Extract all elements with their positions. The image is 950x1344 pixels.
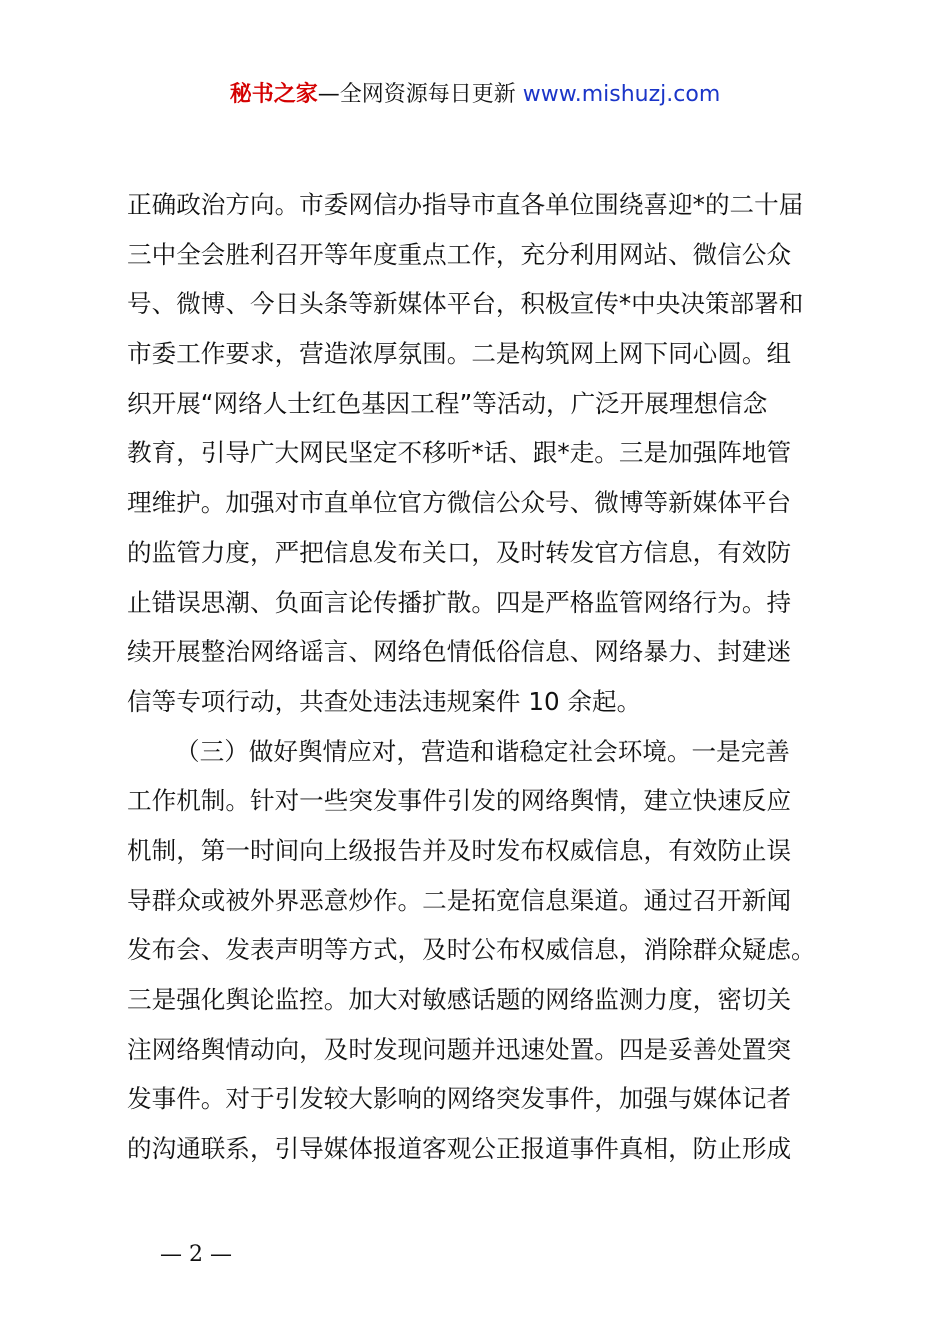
text-line: 续开展整治网络谣言、网络色情低俗信息、网络暴力、封建迷 [127,637,792,667]
text-line: 三是强化舆论监控。加大对敏感话题的网络监测力度，密切关 [127,985,792,1014]
text-line: 理维护。加强对市直单位官方微信公众号、微博等新媒体平台 [127,488,792,518]
section-heading-line: （三）做好舆情应对，营造和谐稳定社会环境。一是完善 [175,736,790,766]
text-line: 注网络舆情动向，及时发现问题并迅速处置。四是妥善处置突 [127,1034,792,1064]
text-line: 的监管力度，严把信息发布关口，及时转发官方信息，有效防 [127,537,792,567]
site-url-link[interactable]: www.mishuzj.com [522,82,721,107]
text-line: 教育，引导广大网民坚定不移听*话、跟*走。三是加强阵地管 [127,438,792,468]
text-line: 正确政治方向。市委网信办指导市直各单位围绕喜迎*的二十届 [127,190,804,219]
text-line: 三中全会胜利召开等年度重点工作，充分利用网站、微信公众 [127,239,792,269]
site-brand: 秘书之家 [229,82,318,107]
text-line: 信等专项行动，共查处违法违规案件 10 余起。 [127,686,642,716]
body-text [127,180,847,1174]
text-line: 工作机制。针对一些突发事件引发的网络舆情，建立快速反应 [127,786,792,816]
site-tagline: —全网资源每日更新 [317,82,523,107]
site-header [0,80,950,110]
text-line: 的沟通联系，引导媒体报道客观公正报道事件真相，防止形成 [127,1134,792,1164]
text-line: 织开展“网络人士红色基因工程”等活动，广泛开展理想信念 [127,388,768,418]
text-line: 市委工作要求，营造浓厚氛围。二是构筑网上网下同心圆。组 [127,339,792,369]
text-line: 发事件。对于引发较大影响的网络突发事件，加强与媒体记者 [127,1084,792,1114]
text-line: 发布会、发表声明等方式，及时公布权威信息，消除群众疑虑。 [127,935,816,965]
text-line: 号、微博、今日头条等新媒体平台，积极宣传*中央决策部署和 [127,289,804,319]
text-line: 机制，第一时间向上级报告并及时发布权威信息，有效防止误 [127,835,792,865]
text-line: 导群众或被外界恶意炒作。二是拓宽信息渠道。通过召开新闻 [127,885,792,915]
text-line: 止错误思潮、负面言论传播扩散。四是严格监管网络行为。持 [127,587,792,617]
page-number: — 2 — [160,1242,232,1267]
